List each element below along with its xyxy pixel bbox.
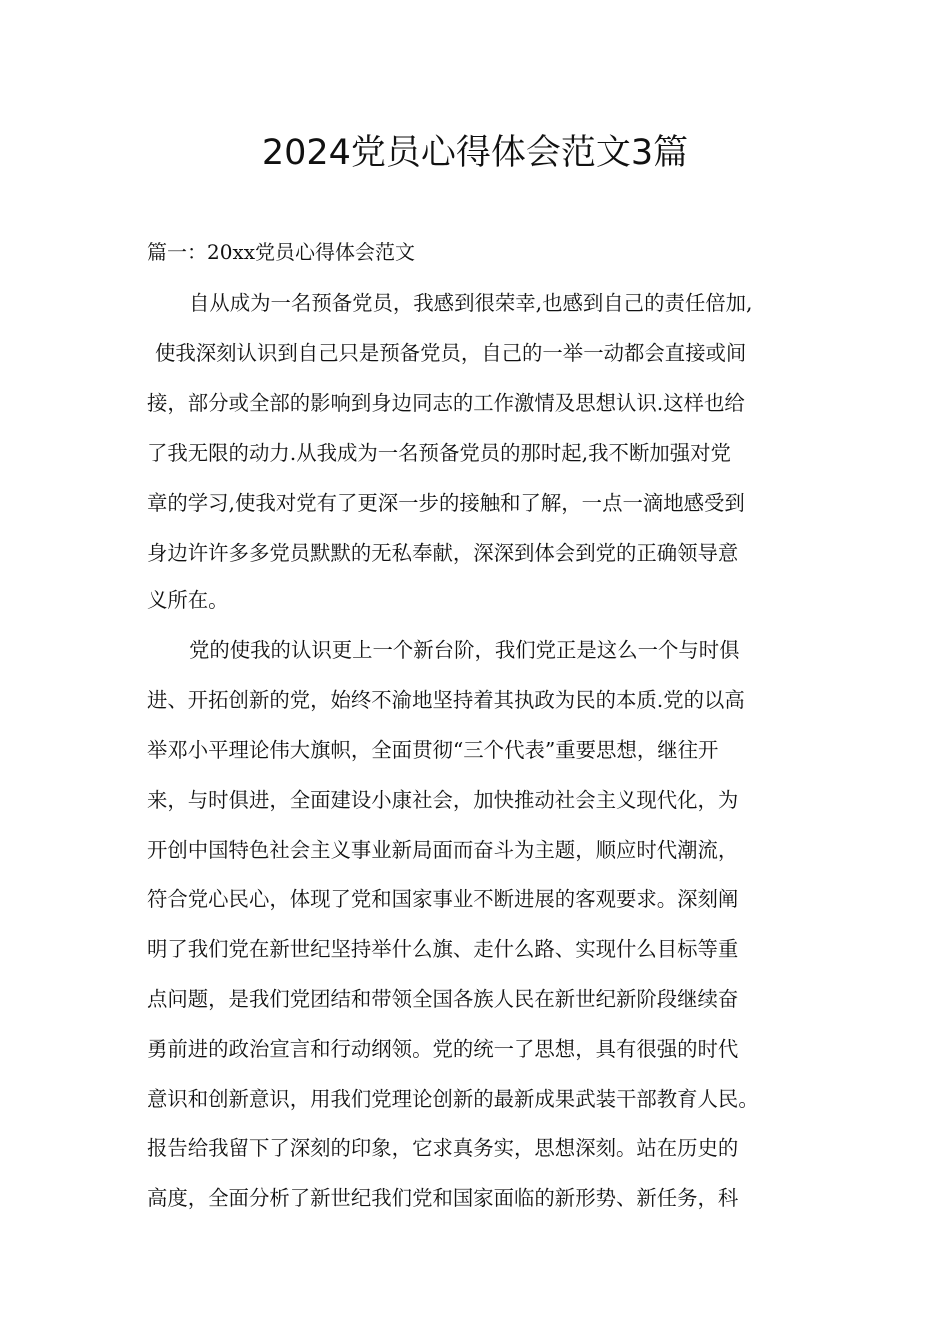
paragraph-line: 来，与时俱进，全面建设小康社会，加快推动社会主义现代化，为 bbox=[147, 788, 739, 812]
section-heading: 篇一：20xx党员心得体会范文 bbox=[147, 240, 416, 264]
paragraph-line: 身边许许多多党员默默的无私奉献，深深到体会到党的正确领导意 bbox=[147, 541, 739, 565]
paragraph-line: 了我无限的动力.从我成为一名预备党员的那时起,我不断加强对党 bbox=[147, 441, 731, 465]
paragraph-line: 章的学习,使我对党有了更深一步的接触和了解，一点一滴地感受到 bbox=[147, 491, 745, 515]
paragraph-line: 义所在。 bbox=[147, 588, 229, 612]
document-title: 2024党员心得体会范文3篇 bbox=[261, 133, 689, 173]
paragraph-line: 党的使我的认识更上一个新台阶，我们党正是这么一个与时俱 bbox=[189, 638, 740, 662]
paragraph-line: 高度，全面分析了新世纪我们党和国家面临的新形势、新任务，科 bbox=[147, 1186, 739, 1210]
paragraph-line: 开创中国特色社会主义事业新局面而奋斗为主题，顺应时代潮流， bbox=[147, 838, 739, 862]
paragraph-line: 使我深刻认识到自己只是预备党员，自己的一举一动都会直接或间 bbox=[155, 341, 747, 365]
paragraph-line: 符合党心民心，体现了党和国家事业不断进展的客观要求。深刻阐 bbox=[147, 887, 739, 911]
paragraph-line: 报告给我留下了深刻的印象，它求真务实，思想深刻。站在历史的 bbox=[147, 1136, 739, 1160]
paragraph-line: 明了我们党在新世纪坚持举什么旗、走什么路、实现什么目标等重 bbox=[147, 937, 739, 961]
paragraph-line: 举邓小平理论伟大旗帜，全面贯彻“三个代表”重要思想，继往开 bbox=[147, 738, 719, 762]
paragraph-line: 意识和创新意识，用我们党理论创新的最新成果武装干部教育人民。 bbox=[147, 1087, 759, 1111]
paragraph-line: 勇前进的政治宣言和行动纲领。党的统一了思想，具有很强的时代 bbox=[147, 1037, 739, 1061]
paragraph-line: 自从成为一名预备党员，我感到很荣幸,也感到自己的责任倍加, bbox=[189, 291, 753, 315]
paragraph-line: 进、开拓创新的党，始终不渝地坚持着其执政为民的本质.党的以高 bbox=[147, 688, 745, 712]
paragraph-line: 接，部分或全部的影响到身边同志的工作激情及思想认识.这样也给 bbox=[147, 391, 745, 415]
paragraph-line: 点问题，是我们党团结和带领全国各族人民在新世纪新阶段继续奋 bbox=[147, 987, 739, 1011]
